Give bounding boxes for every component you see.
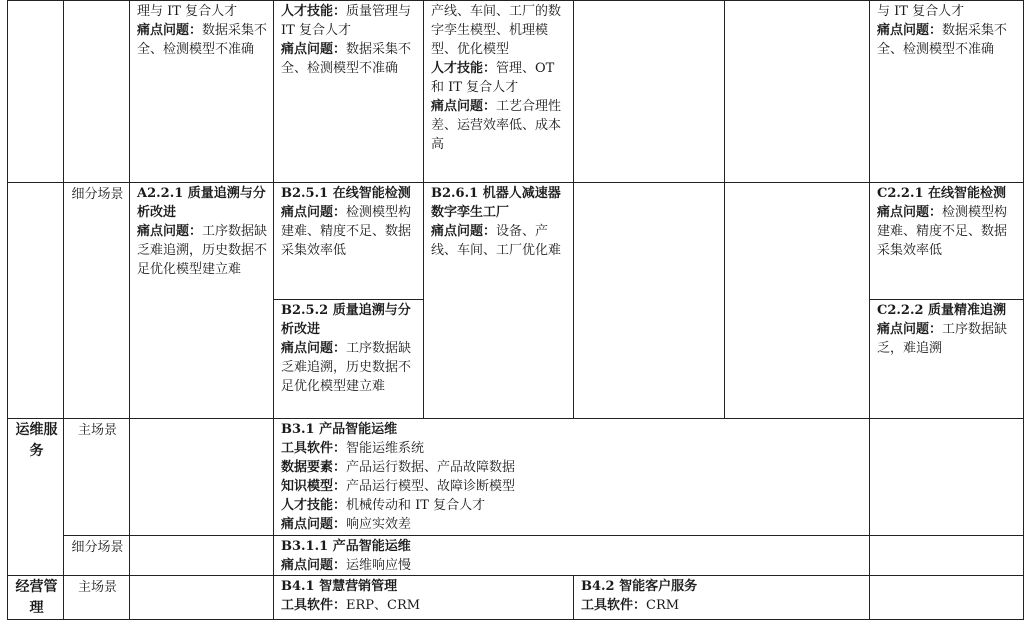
cell-text: 产线、车间、工厂的数字孪生模型、机理模型、优化模型 (431, 4, 562, 57)
cell-text: CRM (646, 598, 680, 613)
table-cell (130, 183, 274, 419)
table-cell (870, 1, 1024, 183)
table-cell (130, 1, 274, 183)
section-cell (8, 183, 64, 419)
field-label: 痛点问题： (431, 224, 497, 239)
table-cell (274, 536, 870, 576)
cell-line (281, 439, 864, 458)
table-cell (870, 300, 1024, 419)
cell-line (137, 222, 268, 279)
field-label: 痛点问题： (877, 205, 943, 220)
section-cell (8, 1, 64, 183)
scenario-title: B3.1.1 产品智能运维 (281, 539, 411, 554)
section-label: 运维服务 (8, 419, 64, 576)
field-label: 人才技能： (281, 498, 347, 513)
cell-text: 数据采集不全、检测模型不准确 (137, 23, 268, 57)
table-row (8, 536, 1024, 576)
cell-text: 产品运行模型、故障诊断模型 (346, 479, 516, 494)
field-label: 痛点问题： (281, 205, 347, 220)
cell-text: 检测模型构建难、精度不足、数据采集效率低 (877, 205, 1008, 258)
cell-text: 数据采集不全、检测模型不准确 (877, 23, 1008, 57)
scenario-title: B3.1 产品智能运维 (281, 422, 398, 437)
scenario-title: B4.2 智能客户服务 (581, 579, 698, 594)
field-label: 痛点问题： (281, 341, 347, 356)
field-label: 工具软件： (281, 598, 347, 613)
cell-line (581, 596, 864, 615)
subcategory-label: 细分场景 (64, 536, 130, 576)
table-cell (274, 419, 870, 536)
scenario-title: A2.2.1 质量追溯与分析改进 (137, 186, 266, 220)
cell-line (281, 458, 864, 477)
subcategory-label: 主场景 (64, 576, 130, 620)
cell-line (431, 222, 568, 260)
cell-text: 产品运行数据、产品故障数据 (346, 460, 516, 475)
scenario-title: B2.5.1 在线智能检测 (281, 186, 411, 201)
cell-text: ERP、CRM (346, 598, 421, 613)
cell-text: 理与 IT 复合人才 (137, 4, 238, 19)
cell-text: 数据采集不全、检测模型不准确 (281, 42, 412, 76)
scenario-title: C2.2.1 在线智能检测 (877, 186, 1007, 201)
cell-line (281, 40, 418, 78)
cell-text: 检测模型构建难、精度不足、数据采集效率低 (281, 205, 412, 258)
cell-line (877, 21, 1018, 59)
field-label: 痛点问题： (137, 224, 203, 239)
field-label: 知识模型： (281, 479, 347, 494)
cell-text: 工序数据缺乏难追溯，历史数据不足优化模型建立难 (281, 341, 412, 394)
cell-text: 管理、OT 和 IT 复合人才 (431, 61, 555, 95)
cell-line (877, 203, 1018, 260)
cell-text: 工序数据缺乏难追溯，历史数据不足优化模型建立难 (137, 224, 268, 277)
cell-text: 智能运维系统 (346, 441, 425, 456)
table-cell (424, 1, 574, 183)
cell-text: 设备、产线、车间、工厂优化难 (431, 224, 562, 258)
scenario-title: B2.6.1 机器人减速器数字孪生工厂 (431, 186, 561, 220)
table-row (8, 419, 1024, 536)
cell-text: 与 IT 复合人才 (877, 4, 965, 19)
field-label: 痛点问题： (877, 23, 943, 38)
subcategory-label: 细分场景 (64, 183, 130, 419)
field-label: 痛点问题： (281, 558, 347, 573)
cell-line (281, 556, 864, 575)
table-row (8, 1, 1024, 183)
cell-text: 机械传动和 IT 复合人才 (346, 498, 486, 513)
table-cell (725, 1, 870, 183)
cell-text: 质量管理与 IT 复合人才 (281, 4, 412, 38)
table-cell (130, 576, 274, 620)
table-cell (424, 183, 574, 419)
cell-text: 工序数据缺乏，难追溯 (877, 322, 1008, 356)
table-cell (130, 536, 274, 576)
table-cell (870, 419, 1024, 536)
table-cell (274, 183, 424, 300)
field-label: 数据要素： (281, 460, 347, 475)
cell-text: 响应实效差 (346, 517, 412, 532)
table-cell (870, 183, 1024, 300)
table-cell (274, 576, 574, 620)
field-label: 痛点问题： (281, 42, 347, 57)
table-row (8, 576, 1024, 620)
field-label: 痛点问题： (137, 23, 203, 38)
cell-line (431, 59, 568, 97)
table-row (8, 183, 1024, 300)
field-label: 人才技能： (431, 61, 497, 76)
field-label: 人才技能： (281, 4, 347, 19)
cell-line (431, 97, 568, 154)
cell-line (281, 596, 568, 615)
scenario-title: C2.2.2 质量精准追溯 (877, 303, 1007, 318)
subcategory-label: 主场景 (64, 419, 130, 536)
cell-line (137, 21, 268, 59)
cell-line (281, 203, 418, 260)
field-label: 痛点问题： (877, 322, 943, 337)
section-label: 经营管理 (8, 576, 64, 620)
table-cell (274, 300, 424, 419)
scenario-table (7, 0, 1024, 620)
cell-line (281, 515, 864, 534)
cell-line (281, 2, 418, 40)
table-cell (574, 1, 725, 183)
document-page (7, 0, 1024, 620)
cell-text: 工艺合理性差、运营效率低、成本高 (431, 99, 562, 152)
table-cell (870, 536, 1024, 576)
cell-text: 运维响应慢 (346, 558, 412, 573)
table-cell (574, 576, 870, 620)
scenario-title: B4.1 智慧营销管理 (281, 579, 398, 594)
field-label: 工具软件： (281, 441, 347, 456)
scenario-title: B2.5.2 质量追溯与分析改进 (281, 303, 411, 337)
table-cell (574, 183, 725, 419)
table-cell (725, 183, 870, 419)
table-cell (870, 576, 1024, 620)
field-label: 工具软件： (581, 598, 647, 613)
cell-line (877, 320, 1018, 358)
field-label: 痛点问题： (281, 517, 347, 532)
cell-line (281, 496, 864, 515)
table-cell (130, 419, 274, 536)
field-label: 痛点问题： (431, 99, 497, 114)
cell-line (281, 477, 864, 496)
cell-line (281, 339, 418, 396)
table-cell (274, 1, 424, 183)
subcategory-cell (64, 1, 130, 183)
